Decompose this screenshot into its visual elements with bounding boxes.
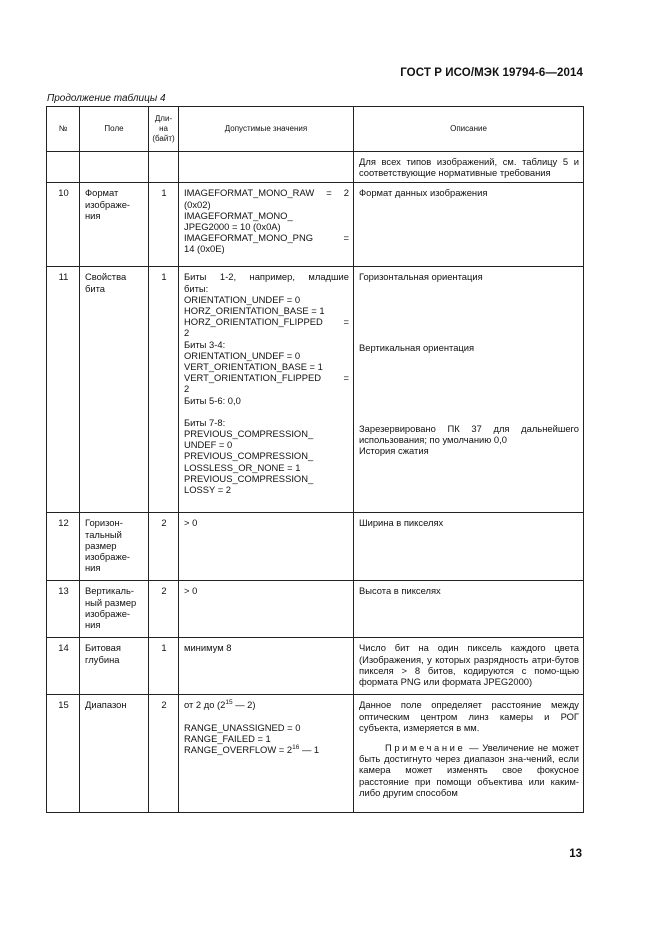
value-line: IMAGEFORMAT_MONO_ <box>184 209 293 221</box>
page-number: 13 <box>569 848 582 860</box>
table-row-15 <box>47 695 584 813</box>
cell-values <box>179 152 354 183</box>
desc-compression-history: История сжатия <box>359 445 429 457</box>
cell-field: Вертикаль-ный размер изображе-ния <box>80 581 149 638</box>
cell-values <box>179 267 354 513</box>
cell-length: 1 <box>149 267 179 513</box>
cell-num: 14 <box>47 638 80 695</box>
cell-length: 2 <box>149 581 179 638</box>
col-header-values: Допустимые значения <box>179 107 354 152</box>
col-header-length-line1: Дли- <box>154 114 173 123</box>
value-line: RANGE_UNASSIGNED = 0 <box>184 721 301 733</box>
value-line: Биты 1-2, например, младшие <box>184 271 349 283</box>
cell-num <box>47 152 80 183</box>
value-line: 2 <box>184 327 190 339</box>
value-line: ORIENTATION_UNDEF = 0 <box>184 349 301 361</box>
overflow-exponent: 16 <box>292 743 300 751</box>
value-line: Биты 5-6: 0,0 <box>184 394 241 406</box>
range-prefix: от 2 до (2 <box>184 699 226 711</box>
cell-num: 10 <box>47 183 80 267</box>
value-line: ORIENTATION_UNDEF = 0 <box>184 293 301 305</box>
value-line: HORZ_ORIENTATION_BASE = 1 <box>184 305 325 317</box>
value-line: PREVIOUS_COMPRESSION_ <box>184 472 314 484</box>
value-line: 14 (0x0E) <box>184 243 225 255</box>
overflow-suffix: — 1 <box>299 744 320 756</box>
cell-field <box>80 152 149 183</box>
table-row-13 <box>47 581 584 638</box>
cell-description: Число бит на один пиксель каждого цвета (Изображения, у которых разрядность атри-бутов пикселя > 8 битов, кодируются с помо-щью формата PNG или формата JPEG2000) <box>354 638 584 695</box>
value-line: PREVIOUS_COMPRESSION_ <box>184 450 314 462</box>
document-header: ГОСТ Р ИСО/МЭК 19794-6—2014 <box>400 67 583 79</box>
col-header-length-line3: (байт) <box>152 134 175 143</box>
value-line: (0x02) <box>184 198 211 210</box>
value-line: Биты 3-4: <box>184 338 226 350</box>
desc-reserved: Зарезервировано ПК 37 для дальнейшего использования; по умолчанию 0,0 <box>359 422 579 446</box>
table-row-11 <box>47 267 584 513</box>
cell-field: Свойства бита <box>80 267 149 513</box>
value-line: PREVIOUS_COMPRESSION_ <box>184 428 314 440</box>
cell-values <box>179 183 354 267</box>
cell-values: > 0 <box>179 581 354 638</box>
col-header-length <box>149 107 179 152</box>
cell-field: Горизон-тальный размер изображе-ния <box>80 513 149 581</box>
value-line: JPEG2000 = 10 (0x0A) <box>184 221 281 233</box>
cell-length <box>149 152 179 183</box>
cell-length: 1 <box>149 183 179 267</box>
value-line: IMAGEFORMAT_MONO_PNG = <box>184 232 349 244</box>
note <box>359 742 579 798</box>
col-header-length-line2: на <box>159 124 168 133</box>
cell-values: > 0 <box>179 513 354 581</box>
value-line: Биты 7-8: <box>184 416 226 428</box>
cell-values <box>179 695 354 813</box>
cell-num: 11 <box>47 267 80 513</box>
table-caption: Продолжение таблицы 4 <box>47 93 166 104</box>
cell-field: Диапазон <box>80 695 149 813</box>
cell-description <box>354 695 584 813</box>
range-description: Данное поле определяет расстояние между оптическим центром линз камеры и РОГ субъекта, измеряется в мм. <box>359 699 579 733</box>
cell-description <box>354 267 584 513</box>
cell-description: Формат данных изображения <box>354 183 584 267</box>
note-text: — Увеличение не может быть достигнуто через диапазон зна-чений, если камера может изменять свое фокусное расстояние при помощи объектива или каким-либо другим способом <box>359 742 579 798</box>
cell-length: 2 <box>149 695 179 813</box>
cell-length: 1 <box>149 638 179 695</box>
range-exponent: 15 <box>225 699 233 707</box>
table-row-14 <box>47 638 584 695</box>
cell-values: минимум 8 <box>179 638 354 695</box>
table-row-continuation <box>47 152 584 183</box>
table-row-12 <box>47 513 584 581</box>
overflow-line <box>184 744 349 755</box>
table-row-10 <box>47 183 584 267</box>
cell-num: 13 <box>47 581 80 638</box>
value-line: LOSSY = 2 <box>184 484 231 496</box>
col-header-description: Описание <box>354 107 584 152</box>
value-line: RANGE_FAILED = 1 <box>184 732 271 744</box>
cell-description: Ширина в пикселях <box>354 513 584 581</box>
cell-field: Битовая глубина <box>80 638 149 695</box>
note-label: Примечание <box>385 742 466 754</box>
cell-description: Высота в пикселях <box>354 581 584 638</box>
cell-num: 12 <box>47 513 80 581</box>
value-spacer <box>184 406 349 417</box>
cell-length: 2 <box>149 513 179 581</box>
desc-vertical-orientation: Вертикальная ориентация <box>359 341 475 353</box>
value-line: VERT_ORIENTATION_BASE = 1 <box>184 361 323 373</box>
cell-description: Для всех типов изображений, см. таблицу 5 и соответствующие нормативные требования <box>354 152 584 183</box>
range-suffix: — 2) <box>232 699 256 711</box>
col-header-field: Поле <box>80 107 149 152</box>
value-line: LOSSLESS_OR_NONE = 1 <box>184 461 301 473</box>
value-line: VERT_ORIENTATION_FLIPPED = <box>184 372 349 384</box>
value-line: HORZ_ORIENTATION_FLIPPED = <box>184 316 349 328</box>
cell-num: 15 <box>47 695 80 813</box>
value-line: UNDEF = 0 <box>184 439 233 451</box>
value-line: IMAGEFORMAT_MONO_RAW = 2 <box>184 187 349 199</box>
col-header-num: № <box>47 107 80 152</box>
value-line: биты: <box>184 282 209 294</box>
value-line: 2 <box>184 383 190 395</box>
cell-field: Формат изображе-ния <box>80 183 149 267</box>
overflow-prefix: RANGE_OVERFLOW = 2 <box>184 744 293 756</box>
table-header-row <box>47 107 584 152</box>
range-line <box>184 699 349 710</box>
value-spacer <box>184 711 349 722</box>
table-4 <box>46 106 584 813</box>
desc-horizontal-orientation: Горизонтальная ориентация <box>359 271 483 283</box>
